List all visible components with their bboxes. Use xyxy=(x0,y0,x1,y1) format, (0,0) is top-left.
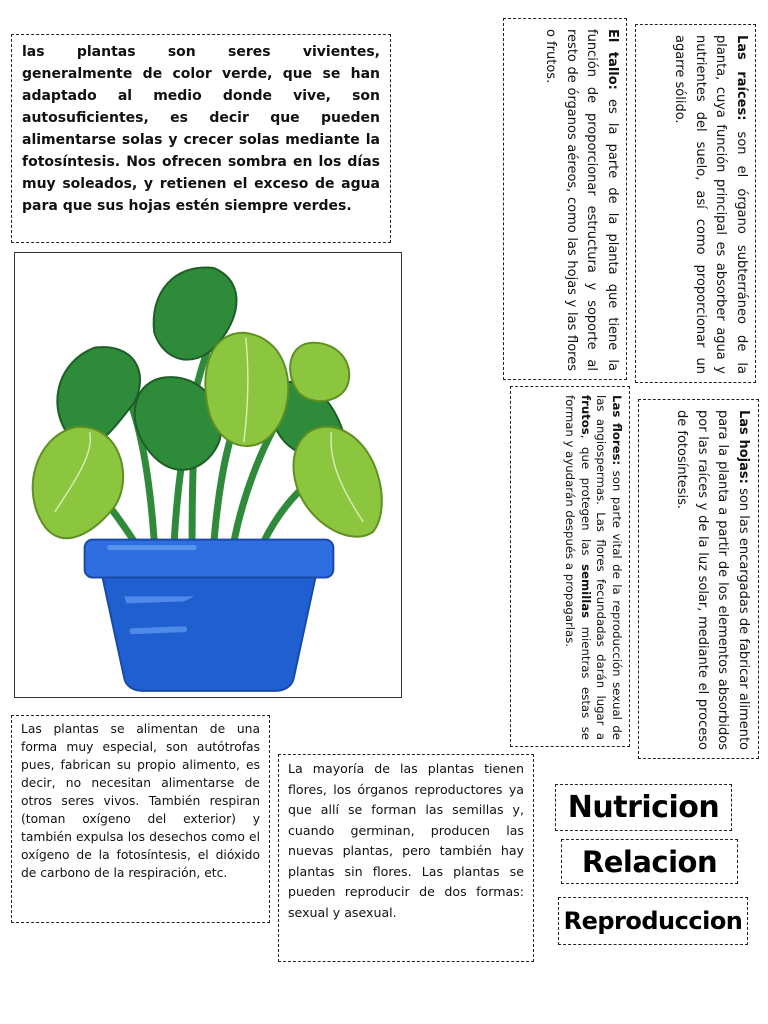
flowers-term: Las flores: xyxy=(610,395,624,466)
flowers-text-c: mientras estas se forman y ayudarán después a propagarlas. xyxy=(563,395,593,740)
fruits-term: frutos xyxy=(578,395,593,435)
intro-text: las plantas son seres vivientes, generalmente de color verde, que se han adaptado al medio donde vive, son autosuficientes, es decir que pueden alimentarse solas y crecer solas mediante la fotosíntesis. Nos ofrecen sombra en los días muy soleados, y retienen el exceso de agua para que sus hojas estén siempre verdes. xyxy=(22,44,380,214)
flowers-text-a: son parte vital de la reproducción sexual de las angiospermas. Las flores fecundadas darán lugar a xyxy=(594,395,624,740)
potted-plant-image xyxy=(15,253,401,697)
intro-box xyxy=(11,34,391,243)
leaves-term: Las hojas: xyxy=(736,410,751,484)
stem-card xyxy=(503,18,627,380)
relation-label: Relacion xyxy=(561,839,738,884)
reproduction-label: Reproduccion xyxy=(558,897,748,945)
flowers-text-b: , que protegen las xyxy=(578,434,593,565)
leaves-card xyxy=(638,399,759,759)
reproduction-box xyxy=(278,754,534,962)
stem-text: es la parte de la planta que tiene la función de proporcionar estructura y soporte al resto de órganos aéreos, como las hojas y las flores o frutos. xyxy=(543,29,620,371)
plant-illustration xyxy=(14,252,402,698)
seeds-term: semillas xyxy=(578,564,593,619)
reproduction-text: La mayoría de las plantas tienen flores, los órganos reproductores ya que allí se forman las semillas y, cuando germinan, producen las nuevas plantas, pero también hay plantas sin flores. Las plantas se pueden reproducir de dos formas: sexual y asexual. xyxy=(288,761,524,920)
nutrition-box xyxy=(11,715,270,923)
leaves-text: son las encargadas de fabricar alimento para la planta a partir de los elementos absorbidos por las raíces y de la luz solar, mediante el proceso de fotosíntesis. xyxy=(674,410,751,751)
nutrition-label: Nutricion xyxy=(555,784,732,831)
flowers-card xyxy=(510,386,630,747)
nutrition-text: Las plantas se alimentan de una forma muy especial, son autótrofas pues, fabrican su propio alimento, es decir, no necesitan alimentarse de otros seres vivos. También respiran (toman oxígeno del exterior) y también expulsa los desechos como el oxígeno de la fotosíntesis, el dióxido de carbono de la respiración, etc. xyxy=(21,722,260,880)
roots-card xyxy=(635,24,756,383)
roots-term: Las raíces: xyxy=(734,35,749,121)
roots-text: son el órgano subterráneo de la planta, cuya función principal es absorber agua y nutrientes del suelo, así como proporcionar un agarre sólido. xyxy=(672,35,749,375)
stem-term: El tallo: xyxy=(605,29,620,90)
